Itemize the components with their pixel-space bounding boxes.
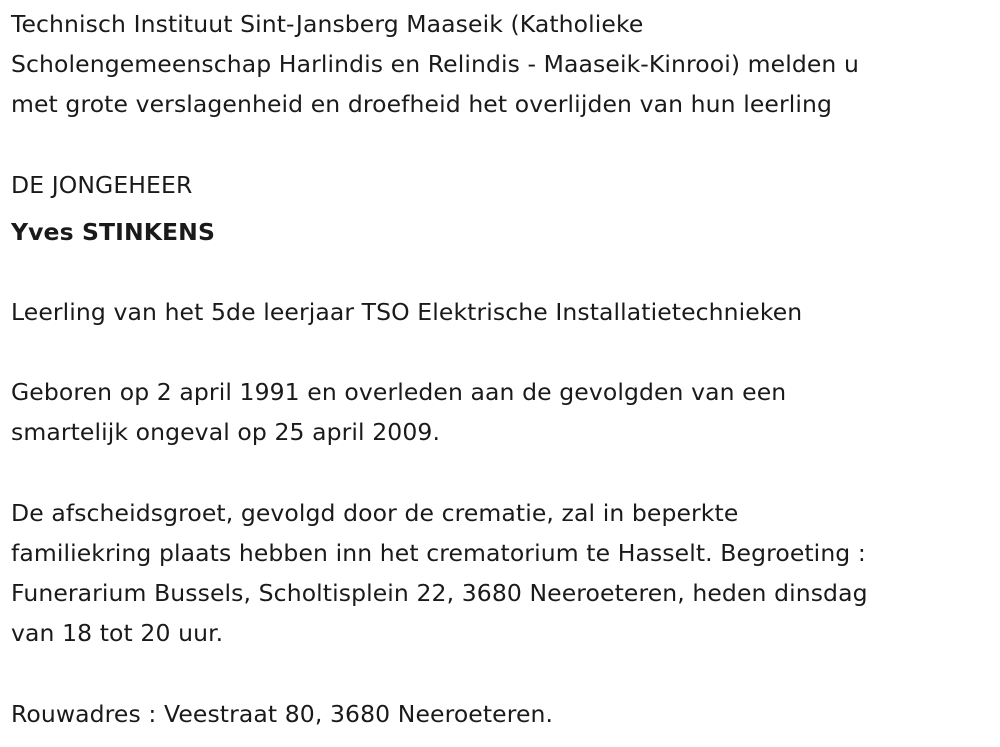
birth-death-line-1: Geboren op 2 april 1991 en overleden aan de gevolgden van een bbox=[11, 378, 787, 406]
intro-line-1: Technisch Instituut Sint-Jansberg Maaseik (Katholieke bbox=[11, 10, 644, 38]
intro-line-2: Scholengemeenschap Harlindis en Relindis - Maaseik-Kinrooi) melden u bbox=[11, 50, 859, 78]
birth-death-line-2: smartelijk ongeval op 25 april 2009. bbox=[11, 418, 441, 446]
farewell-line-1: De afscheidsgroet, gevolgd door de crematie, zal in beperkte bbox=[11, 499, 739, 527]
intro-line-3: met grote verslagenheid en droefheid het overlijden van hun leerling bbox=[11, 90, 832, 118]
farewell-line-4: van 18 tot 20 uur. bbox=[11, 619, 224, 647]
deceased-name: Yves STINKENS bbox=[11, 218, 215, 246]
farewell-line-3: Funerarium Bussels, Scholtisplein 22, 3680 Neeroeteren, heden dinsdag bbox=[11, 579, 868, 607]
notice-title: DE JONGEHEER bbox=[11, 171, 193, 199]
farewell-line-2: familiekring plaats hebben inn het crematorium te Hasselt. Begroeting : bbox=[11, 539, 866, 567]
mourning-address: Rouwadres : Veestraat 80, 3680 Neeroeteren. bbox=[11, 700, 554, 728]
student-info: Leerling van het 5de leerjaar TSO Elektrische Installatietechnieken bbox=[11, 298, 803, 326]
